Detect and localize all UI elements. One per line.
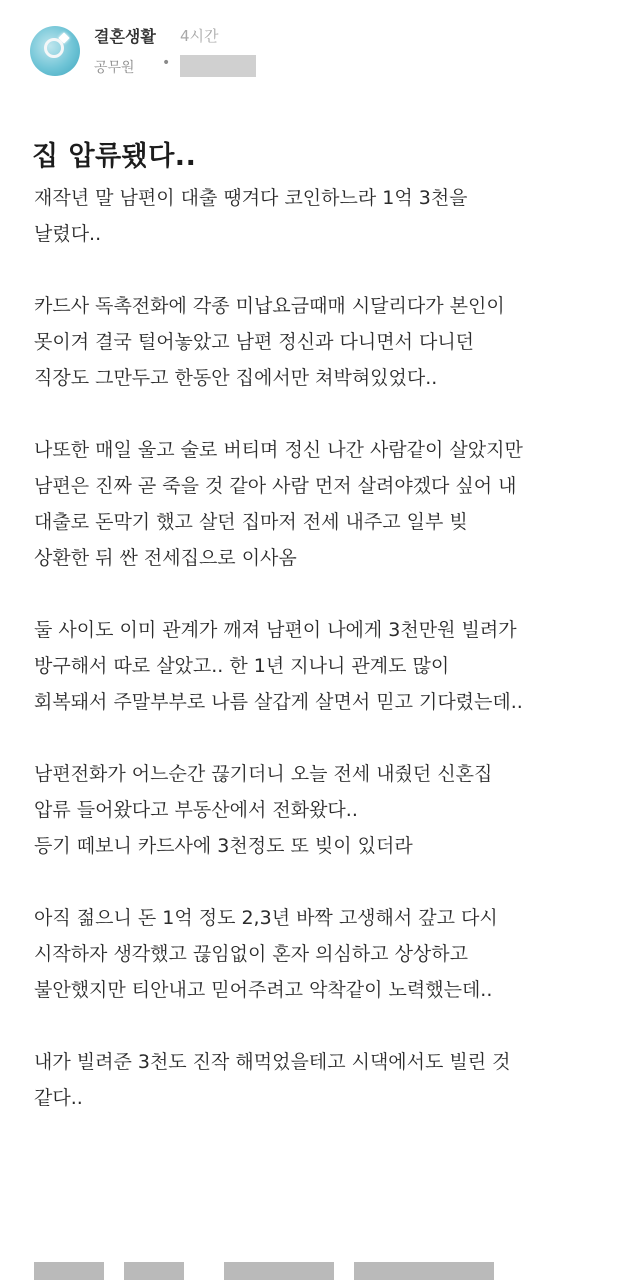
post-header: [30, 22, 610, 82]
body-line: 남편은 진짜 곧 죽을 것 같아 사람 먼저 살려야겠다 싶어 내: [34, 475, 517, 497]
body-paragraph: [34, 900, 614, 1008]
body-line: 대출로 돈막기 했고 살던 집마저 전세 내주고 일부 빚: [34, 511, 468, 533]
body-line: 상환한 뒤 싼 전세집으로 이사옴: [34, 547, 297, 569]
body-line: 압류 들어왔다고 부동산에서 전화왔다..: [34, 799, 358, 821]
separator-dot: •: [162, 55, 171, 71]
body-paragraph: [34, 612, 614, 720]
redacted-block: [180, 55, 256, 77]
body-line: 둘 사이도 이미 관계가 깨져 남편이 나에게 3천만원 빌려가: [34, 619, 517, 641]
body-line: 남편전화가 어느순간 끊기더니 오늘 전세 내줬던 신혼집: [34, 763, 493, 785]
body-line: 불안했지만 티안내고 믿어주려고 악착같이 노력했는데..: [34, 979, 493, 1001]
body-line: 직장도 그만두고 한동안 집에서만 쳐박혀있었다..: [34, 367, 438, 389]
body-line: 재작년 말 남편이 대출 땡겨다 코인하느라 1억 3천을: [34, 187, 468, 209]
board-name[interactable]: 결혼생활: [94, 27, 156, 46]
body-paragraph: [34, 288, 614, 396]
cut-off-text-line: [34, 1262, 494, 1280]
body-line: 시작하자 생각했고 끊임없이 혼자 의심하고 상상하고: [34, 943, 468, 965]
body-paragraph: [34, 180, 614, 252]
body-paragraph: [34, 756, 614, 864]
avatar[interactable]: [30, 26, 80, 76]
post-title: 집 압류됐다..: [32, 141, 197, 172]
body-line: 회복돼서 주말부부로 나름 살갑게 살면서 믿고 기다렸는데..: [34, 691, 523, 713]
body-line: 날렸다..: [34, 223, 102, 245]
body-line: 같다..: [34, 1087, 83, 1109]
body-line: 못이겨 결국 털어놓았고 남편 정신과 다니면서 다니던: [34, 331, 475, 353]
body-paragraph: [34, 432, 614, 576]
post-time: 4시간: [180, 27, 219, 45]
body-line: 나또한 매일 울고 술로 버티며 정신 나간 사람같이 살았지만: [34, 439, 523, 461]
body-line: 아직 젊으니 돈 1억 정도 2,3년 바짝 고생해서 갚고 다시: [34, 907, 498, 929]
body-line: 카드사 독촉전화에 각종 미납요금때매 시달리다가 본인이: [34, 295, 505, 317]
post-body: [34, 180, 614, 1152]
body-line: 방구해서 따로 살았고.. 한 1년 지나니 관계도 많이: [34, 655, 450, 677]
body-line: 내가 빌려준 3천도 진작 해먹었을테고 시댁에서도 빌린 것: [34, 1051, 511, 1073]
author-job: 공무원: [94, 60, 135, 76]
body-paragraph: [34, 1044, 614, 1116]
body-line: 등기 떼보니 카드사에 3천정도 또 빚이 있더라: [34, 835, 413, 857]
